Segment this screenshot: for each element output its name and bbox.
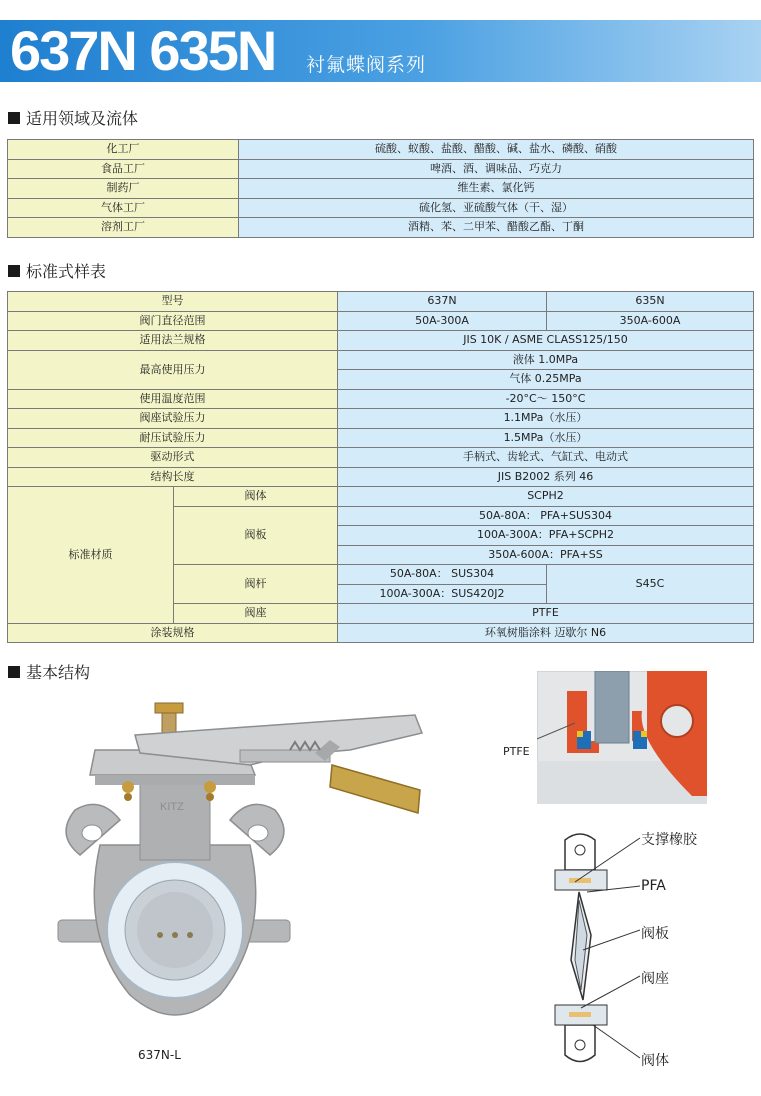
fluids-cell: 啤酒、酒、调味品、巧克力 <box>239 159 754 179</box>
spec-value: 环氧树脂涂料 迈歇尔 N6 <box>338 623 754 643</box>
table-row <box>8 331 754 351</box>
spec-subkey: 阀杆 <box>174 565 338 604</box>
spec-value: 350A-600A <box>547 311 754 331</box>
square-bullet-icon <box>8 666 20 678</box>
table-row <box>8 448 754 468</box>
callout-body: 阀体 <box>641 1053 669 1069</box>
spec-subkey: 阀板 <box>174 506 338 565</box>
spec-value: 635N <box>547 292 754 312</box>
fluids-cell: 维生素、氯化钙 <box>239 179 754 199</box>
table-row <box>8 140 754 160</box>
spec-value: 50A-80A： PFA+SUS304 <box>338 506 754 526</box>
disc-section-diagram <box>545 830 655 1070</box>
spec-value: PTFE <box>338 604 754 624</box>
fluids-cell: 硫酸、蚁酸、盐酸、醋酸、碱、盐水、磷酸、硝酸 <box>239 140 754 160</box>
spec-key: 涂装规格 <box>8 623 338 643</box>
callout-pfa: PFA <box>641 878 666 894</box>
page-title: 637N 635N <box>10 19 276 82</box>
spec-value: 50A-300A <box>338 311 547 331</box>
section-title-spec: 标准式样表 <box>8 259 106 282</box>
spec-subkey: 阀座 <box>174 604 338 624</box>
spec-value: 100A-300A：PFA+SCPH2 <box>338 526 754 546</box>
spec-value: -20°C～ 150°C <box>338 389 754 409</box>
spec-value: 液体 1.0MPa <box>338 350 754 370</box>
spec-value: 350A-600A：PFA+SS <box>338 545 754 565</box>
spec-value: 气体 0.25MPa <box>338 370 754 390</box>
table-row <box>8 389 754 409</box>
valve-caption: 637N-L <box>138 1048 181 1062</box>
callout-support-rubber: 支撑橡胶 <box>641 832 697 848</box>
table-row <box>8 218 754 238</box>
title-banner <box>0 20 761 82</box>
spec-key: 适用法兰规格 <box>8 331 338 351</box>
table-row <box>8 409 754 429</box>
spec-value: 100A-300A：SUS420J2 <box>338 584 547 604</box>
square-bullet-icon <box>8 265 20 277</box>
applications-table <box>7 139 754 238</box>
field-cell: 气体工厂 <box>8 198 239 218</box>
table-row <box>8 198 754 218</box>
spec-key: 使用温度范围 <box>8 389 338 409</box>
callout-disc: 阀板 <box>641 926 669 942</box>
table-row <box>8 350 754 370</box>
square-bullet-icon <box>8 112 20 124</box>
spec-key: 阀门直径范围 <box>8 311 338 331</box>
spec-key: 驱动形式 <box>8 448 338 468</box>
spec-subkey: 阀体 <box>174 487 338 507</box>
spec-key: 标准材质 <box>8 487 174 624</box>
fluids-cell: 硫化氢、亚硫酸气体（干、湿） <box>239 198 754 218</box>
spec-table <box>7 291 754 643</box>
seat-detail-illustration <box>537 671 707 804</box>
fluids-cell: 酒精、苯、二甲苯、醋酸乙酯、丁酮 <box>239 218 754 238</box>
ptfe-label: PTFE <box>503 745 530 758</box>
spec-key: 耐压试验压力 <box>8 428 338 448</box>
spec-value: 1.1MPa（水压） <box>338 409 754 429</box>
table-row <box>8 487 754 507</box>
body-cast-text: KITZ <box>160 801 184 813</box>
section-title-structure: 基本结构 <box>8 660 90 683</box>
field-cell: 制药厂 <box>8 179 239 199</box>
table-row <box>8 311 754 331</box>
spec-value: SCPH2 <box>338 487 754 507</box>
spec-key: 结构长度 <box>8 467 338 487</box>
table-row <box>8 179 754 199</box>
spec-key: 阀座试验压力 <box>8 409 338 429</box>
field-cell: 食品工厂 <box>8 159 239 179</box>
field-cell: 溶剂工厂 <box>8 218 239 238</box>
spec-key: 型号 <box>8 292 338 312</box>
spec-value: 1.5MPa（水压） <box>338 428 754 448</box>
table-row <box>8 292 754 312</box>
spec-value: JIS 10K / ASME CLASS125/150 <box>338 331 754 351</box>
field-cell: 化工厂 <box>8 140 239 160</box>
spec-value: JIS B2002 系列 46 <box>338 467 754 487</box>
callout-seat: 阀座 <box>641 971 669 987</box>
table-row <box>8 467 754 487</box>
spec-value: S45C <box>547 565 754 604</box>
table-row <box>8 159 754 179</box>
spec-key: 最高使用压力 <box>8 350 338 389</box>
spec-value: 637N <box>338 292 547 312</box>
spec-value: 50A-80A： SUS304 <box>338 565 547 585</box>
table-row <box>8 623 754 643</box>
section-title-applications: 适用领域及流体 <box>8 106 138 129</box>
table-row <box>8 428 754 448</box>
butterfly-valve-illustration <box>40 695 440 1040</box>
page-subtitle: 衬氟蝶阀系列 <box>306 54 427 76</box>
spec-value: 手柄式、齿轮式、气缸式、电动式 <box>338 448 754 468</box>
